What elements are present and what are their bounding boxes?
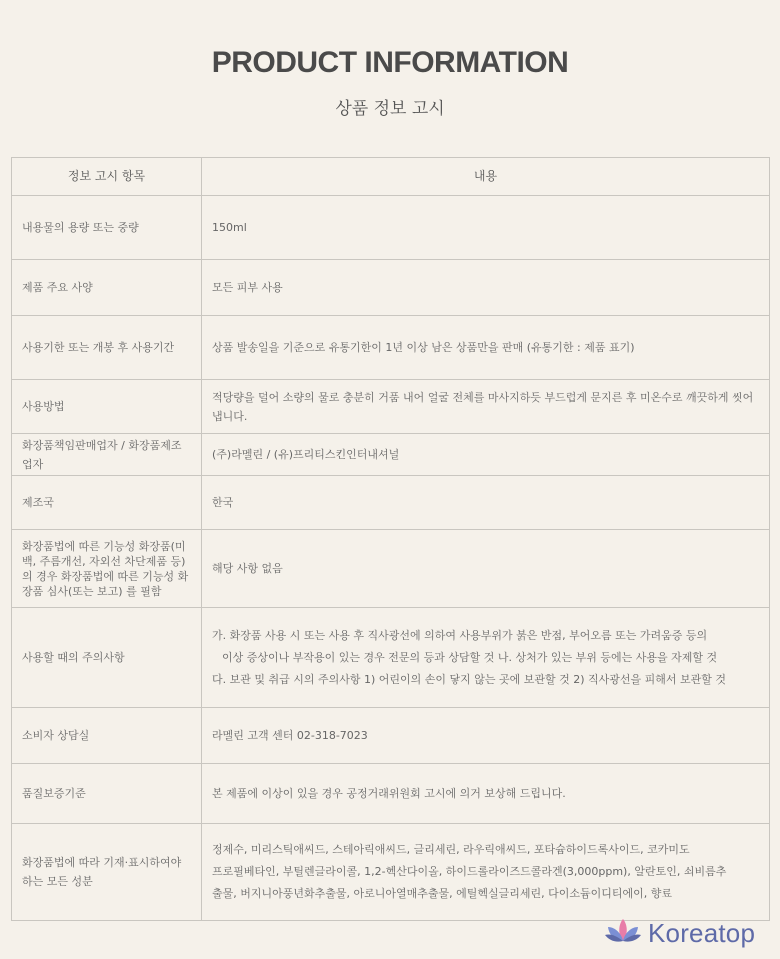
row-value: 적당량을 덜어 소량의 물로 충분히 거품 내어 얼굴 전체를 마사지하듯 부드럽게 문지른 후 미온수로 깨끗하게 씻어냅니다. [202, 380, 770, 434]
product-info-table [11, 157, 770, 921]
row-label: 화장품책임판매업자 / 화장품제조업자 [12, 434, 202, 476]
row-value: 150ml [202, 196, 770, 260]
table-row [12, 316, 770, 380]
table-row [12, 434, 770, 476]
column-header-content: 내용 [202, 158, 770, 196]
table-row [12, 824, 770, 921]
row-label: 품질보증기준 [12, 764, 202, 824]
row-label: 소비자 상담실 [12, 708, 202, 764]
row-label: 사용할 때의 주의사항 [12, 608, 202, 708]
row-value [202, 608, 770, 708]
column-header-item: 정보 고시 항목 [12, 158, 202, 196]
brand-name: Koreatop [648, 917, 756, 948]
ingredients-line: 프로필베타인, 부틸렌글라이콜, 1,2-헥산다이올, 하이드롤라이즈드콜라겐(3,000ppm), 알란토인, 쇠비름추 [212, 865, 727, 878]
caution-line: 이상 증상이나 부작용이 있는 경우 전문의 등과 상담할 것 나. 상처가 있는 부위 등에는 사용을 자제할 것 [222, 650, 718, 664]
row-label: 제조국 [12, 476, 202, 530]
table-header-row [12, 158, 770, 196]
row-value: 본 제품에 이상이 있을 경우 공정거래위원회 고시에 의거 보상해 드립니다. [202, 764, 770, 824]
row-value: 라멜린 고객 센터 02-318-7023 [202, 708, 770, 764]
row-label: 제품 주요 사양 [12, 260, 202, 316]
koreatop-watermark [604, 916, 774, 950]
table-row [12, 708, 770, 764]
table-row [12, 260, 770, 316]
table-row [12, 764, 770, 824]
table-row [12, 608, 770, 708]
row-value: 모든 피부 사용 [202, 260, 770, 316]
table-row [12, 196, 770, 260]
row-label: 사용기한 또는 개봉 후 사용기간 [12, 316, 202, 380]
page-title: PRODUCT INFORMATION [211, 46, 569, 79]
ingredients-line: 출물, 버지니아풍년화추출물, 아로니아열매추출물, 에틸헥실글리세린, 다이소듐이디티에이, 향료 [212, 887, 673, 900]
row-value [202, 824, 770, 921]
page-subtitle: 상품 정보 고시 [335, 99, 445, 119]
row-label: 화장품법에 따른 기능성 화장품(미백, 주름개선, 자외선 차단제품 등)의 경우 화장품법에 따른 기능성 화장품 심사(또는 보고) 를 필함 [12, 530, 202, 608]
table-row [12, 380, 770, 434]
caution-line: 다. 보관 및 취급 시의 주의사항 1) 어린이의 손이 닿지 않는 곳에 보관할 것 2) 직사광선을 피해서 보관할 것 [212, 672, 727, 686]
ingredients-line: 정제수, 미리스틱애씨드, 스테아릭애씨드, 글리세린, 라우릭애씨드, 포타슘하이드록사이드, 코카미도 [212, 843, 690, 856]
row-value: 한국 [202, 476, 770, 530]
row-label: 화장품법에 따라 기재·표시하여야 하는 모든 성분 [12, 824, 202, 921]
lotus-icon [604, 917, 642, 949]
row-value: (주)라멜린 / (유)프리티스킨인터내셔널 [202, 434, 770, 476]
row-value: 해당 사항 없음 [202, 530, 770, 608]
caution-line: 가. 화장품 사용 시 또는 사용 후 직사광선에 의하여 사용부위가 붉은 반점, 부어오름 또는 가려움증 등의 [212, 628, 708, 642]
table-row [12, 530, 770, 608]
row-label: 사용방법 [12, 380, 202, 434]
row-value: 상품 발송일을 기준으로 유통기한이 1년 이상 남은 상품만을 판매 (유통기한 : 제품 표기) [202, 316, 770, 380]
row-label: 내용물의 용량 또는 중량 [12, 196, 202, 260]
table-row [12, 476, 770, 530]
